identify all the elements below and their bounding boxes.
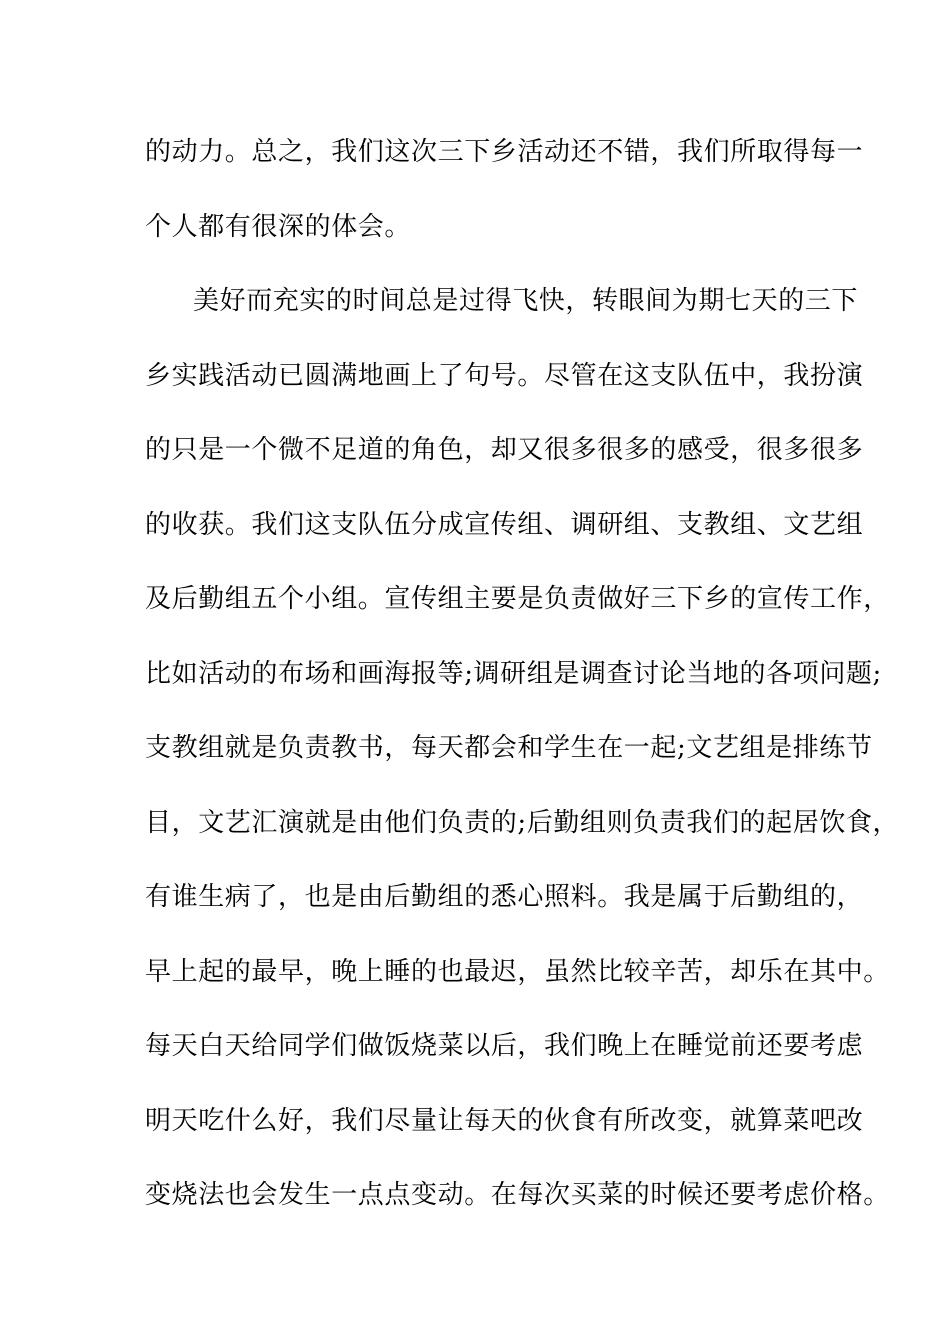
text-line: 个人都有很深的体会。 bbox=[145, 211, 412, 242]
text-line: 的动力。总之，我们这次三下乡活动还不错，我们所取得每一 bbox=[145, 137, 864, 167]
text-line: 的收获。我们这支队伍分成宣传组、调研组、支教组、文艺组 bbox=[145, 509, 864, 540]
text-line: 有谁生病了，也是由后勤组的悉心照料。我是属于后勤组的， bbox=[145, 882, 864, 912]
text-line: 比如活动的布场和画海报等;调研组是调查讨论当地的各项问题; bbox=[145, 658, 882, 689]
text-line: 及后勤组五个小组。宣传组主要是负责做好三下乡的宣传工作， bbox=[145, 584, 890, 614]
text-line: 明天吃什么好，我们尽量让每天的伙食有所改变，就算菜吧改 bbox=[145, 1105, 864, 1136]
text-line: 每天白天给同学们做饭烧菜以后，我们晚上在睡觉前还要考虑 bbox=[145, 1031, 864, 1061]
text-line: 早上起的最早，晚上睡的也最迟，虽然比较辛苦，却乐在其中。 bbox=[145, 956, 890, 987]
text-line: 支教组就是负责教书，每天都会和学生在一起;文艺组是排练节 bbox=[145, 733, 873, 763]
paragraph-first-line: 美好而充实的时间总是过得飞快，转眼间为期七天的三下 bbox=[193, 286, 859, 316]
text-line: 的只是一个微不足道的角色，却又很多很多的感受，很多很多 bbox=[145, 435, 864, 465]
text-line: 目，文艺汇演就是由他们负责的;后勤组则负责我们的起居饮食， bbox=[145, 807, 900, 838]
text-line: 变烧法也会发生一点点变动。在每次买菜的时候还要考虑价格。 bbox=[145, 1180, 890, 1210]
text-line: 乡实践活动已圆满地画上了句号。尽管在这支队伍中，我扮演 bbox=[145, 360, 864, 391]
body-text bbox=[145, 128, 900, 1246]
